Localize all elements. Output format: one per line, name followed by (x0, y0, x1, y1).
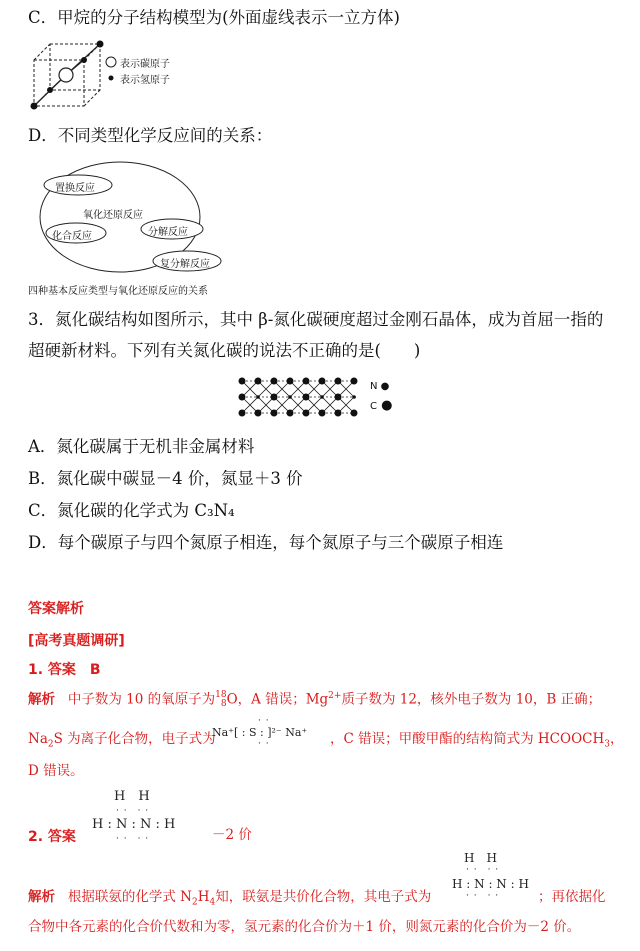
methane-legend (120, 57, 170, 89)
option-label: B． (28, 469, 57, 488)
answer-text: 知，联氨是共价化合物，其电子式为 (215, 889, 432, 905)
subscript: 2 (191, 897, 198, 908)
answer-text: 质子数为 12，核外电子数为 10，B 正确； (341, 691, 602, 708)
answer-1-line-3: D 错误。 (28, 763, 84, 779)
mass-number: 18 (215, 690, 227, 700)
electron-dots: · · · · (466, 865, 500, 875)
answer-2-line-1 (28, 888, 431, 912)
carbon-legend-label: 表示碳原子 (120, 59, 170, 70)
redox-label: 氧化还原反应 (83, 210, 143, 221)
electron-dots: · · · · (466, 891, 500, 901)
question-text: 氮化碳结构如图所示，其中 β-氮化碳硬度超过金刚石晶体，成为首屈一指的 (55, 310, 604, 329)
hydrogen-atom (97, 41, 104, 48)
n2h4-electron-formula-inline (452, 852, 529, 902)
hydrogen-legend-label: 表示氢原子 (120, 75, 170, 86)
subscript: 3 (604, 739, 610, 750)
formula-top: H H (464, 851, 497, 865)
hydrogen-atom (31, 103, 38, 110)
isotope-notation (215, 691, 226, 709)
decomposition-label: 分解反应 (148, 227, 188, 238)
electron-dots: · · · · (116, 806, 150, 816)
answer-text: 中子数为 10 的氧原子为 (67, 691, 216, 708)
option-label: A． (28, 437, 57, 456)
formula-text: Na⁺[ : S : ]²⁻ Na⁺ (212, 726, 308, 739)
answer-2-line-1-end: ；再依据化 (538, 889, 606, 905)
legend-markers (104, 56, 118, 86)
option-c (28, 8, 400, 28)
displacement-label: 置换反应 (55, 183, 95, 194)
answer-text: ，C 错误；甲酸甲酯的结构简式为 HCOOCH (330, 731, 605, 747)
option-text: 不同类型化学反应间的关系： (57, 126, 273, 145)
comma: ， (610, 731, 624, 747)
electron-dots: · · · · (116, 834, 150, 844)
q3-option-c (28, 501, 235, 521)
answer-1-line-2-cont (330, 730, 624, 754)
option-text: 氮化碳的化学式为 C₃N₄ (57, 501, 235, 520)
answer-1-head: 1. 答案 B (28, 662, 101, 678)
option-label: D． (28, 126, 58, 145)
option-text: 甲烷的分子结构模型为(外面虚线表示一立方体) (57, 8, 400, 27)
option-text: 氮化碳中碳显－4 价，氮显＋3 价 (56, 469, 303, 488)
methane-cube-diagram (28, 38, 108, 110)
option-label: C． (28, 8, 58, 27)
carbon-nitride-structure (238, 376, 364, 418)
electron-dots: · · (258, 716, 270, 726)
legend-n (370, 381, 389, 392)
option-text: 氮化碳属于无机非金属材料 (56, 437, 255, 456)
answers-section: [高考真题调研] (28, 633, 125, 649)
answers-heading: 答案解析 (28, 601, 84, 617)
legend-c (370, 398, 392, 413)
q3-option-a (28, 437, 254, 457)
hydrogen-atom (81, 57, 87, 63)
answer-2-line-2: 合物中各元素的化合价代数和为零，氢元素的化合价为＋1 价，则氮元素的化合价为－2 价。 (28, 919, 581, 935)
double-decomposition-label: 复分解反应 (160, 259, 210, 270)
question-3-line-1 (28, 310, 603, 330)
carbon-legend-icon (106, 57, 116, 67)
answer-text: Na (28, 731, 48, 747)
answer-2-value: －2 价 (212, 827, 252, 843)
answer-text: H (197, 889, 210, 905)
answer-text: O，A 错误；Mg (226, 691, 329, 708)
q3-option-b (28, 469, 303, 489)
hydrogen-atom (47, 87, 53, 93)
subscript: 4 (209, 897, 216, 908)
carbon-legend-icon: ● (376, 398, 393, 413)
option-text: 每个碳原子与四个氮原子相连，每个氮原子与三个碳原子相连 (57, 533, 504, 552)
formula-top: H H (114, 789, 150, 804)
question-number: 3． (28, 310, 55, 329)
option-label: D． (28, 533, 58, 552)
answer-1-line-2 (28, 730, 216, 754)
formula-mid: H : N : N : H (452, 877, 529, 891)
subscript: 2 (47, 739, 54, 750)
answer-2-head: 2. 答案 (28, 829, 76, 845)
analysis-label: 解析 (28, 889, 55, 905)
answer-1-line-1 (28, 687, 601, 709)
analysis-label: 解析 (28, 691, 55, 708)
formula-mid: H : N : N : H (92, 817, 176, 832)
answer-text: 根据联氨的化学式 N (67, 889, 192, 905)
nitrogen-legend-icon: ● (377, 381, 390, 392)
legend-n-label: N (370, 381, 378, 392)
carbon-atom (59, 68, 73, 82)
option-d (28, 126, 272, 146)
question-3-line-2: 超硬新材料。下列有关氮化碳的说法不正确的是( ) (28, 341, 421, 360)
legend-c-label: C (370, 401, 377, 412)
n2h4-electron-formula (92, 790, 175, 846)
combination-label: 化合反应 (52, 231, 92, 242)
ion-charge: 2+ (328, 691, 342, 701)
option-label: C． (28, 501, 58, 520)
na2s-electron-formula (212, 716, 307, 749)
electron-dots: · · (258, 739, 270, 749)
hydrogen-legend-icon (109, 76, 114, 81)
q3-option-d (28, 533, 503, 553)
atomic-number: 8 (220, 699, 227, 709)
answer-text: S 为离子化合物，电子式为 (53, 731, 216, 747)
diagram-caption: 四种基本反应类型与氧化还原反应的关系 (28, 286, 208, 297)
